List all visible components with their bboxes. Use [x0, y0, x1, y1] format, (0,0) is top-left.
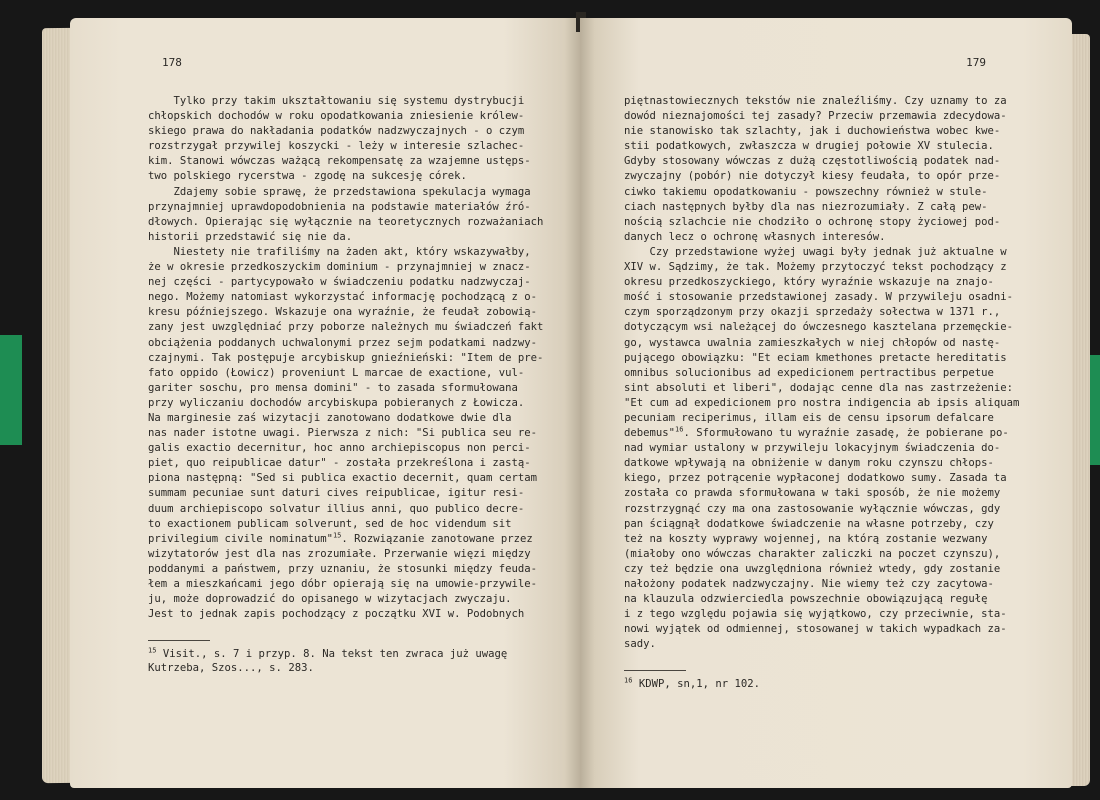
text-line	[148, 381, 543, 396]
line-text: też na koszty wyprawy wojennej, na którą zostanie wezwany	[624, 532, 988, 545]
text-line	[624, 637, 1032, 652]
footnote-text: Kutrzeba, Szos..., s. 283.	[148, 662, 314, 675]
text-line	[624, 562, 1032, 577]
line-text: datkowe wpływają na obniżenie w danym roku czynszu chłops-	[624, 457, 994, 470]
text-line	[148, 169, 543, 184]
text-line	[624, 456, 1032, 471]
line-text: to exactionem publicam solverunt, sed de hoc videndum sit	[148, 517, 512, 530]
text-line	[624, 290, 1032, 305]
line-text: kresu późniejszego. Wskazuje ona wyraźnie, że feudał zobowią-	[148, 306, 538, 319]
text-line	[624, 532, 1032, 547]
text-line	[624, 305, 1032, 320]
text-line	[148, 290, 543, 305]
line-text: piona następną: "Sed si publica exactio decernit, quam certam	[148, 472, 538, 485]
line-text: Gdyby stosowany wówczas z dużą częstotliwością podatek nad-	[624, 155, 1001, 168]
line-text: mość i stosowanie przedstawionej zasady. W przywileju osadni-	[624, 291, 1014, 304]
right-page	[580, 18, 1072, 788]
text-line	[148, 607, 543, 622]
line-text: czym sporządzonym przy okazji sprzedaży sołectwa w 1371 r.,	[624, 306, 1001, 319]
text-line	[624, 185, 1032, 200]
text-line	[148, 336, 543, 351]
footnote-text: KDWP, sn,1, nr 102.	[632, 678, 760, 691]
line-text: skiego prawa do nakładania podatków nadzwyczajnych - o czym	[148, 125, 525, 138]
line-text: fato oppido (Łowicz) proveniunt L marcae de exactione, vul-	[148, 366, 525, 379]
open-book	[42, 18, 1090, 788]
footnote-line	[624, 677, 1072, 691]
line-text: nałożony podatek nadzwyczajny. Nie wiemy też czy zacytowa-	[624, 578, 994, 590]
text-line	[624, 169, 1032, 184]
line-text: przynajmniej uprawdopodobnienia na podstawie materiałów źró-	[148, 200, 531, 213]
line-text: na klauzula odzwierciedla powszechnie obowiązującą regułę	[624, 593, 988, 606]
text-line	[624, 124, 1032, 139]
footnote-line	[148, 647, 580, 661]
line-text: poddanymi a państwem, przy uznaniu, że stosunki między feuda-	[148, 562, 538, 575]
line-text: Czy przedstawione wyżej uwagi były jednak już aktualne w	[624, 245, 1007, 258]
line-text: galis exactio decernitur, hoc anno archiepiscopus non perci-	[148, 442, 531, 455]
line-text: summam pecuniae sunt daturi cives reipublicae, igitur resi-	[148, 487, 525, 500]
text-line	[148, 245, 543, 260]
text-line	[148, 139, 543, 154]
footnote-line	[148, 661, 580, 675]
line-text: pan ściągnął dodatkowe świadczenie na własne potrzeby, czy	[624, 517, 994, 530]
text-line	[624, 215, 1032, 230]
text-line	[148, 154, 543, 169]
line-text: XIV w. Sądzimy, że tak. Możemy przytoczyć tekst pochodzący z	[624, 261, 1007, 274]
line-text: privilegium civile nominatum"	[148, 532, 333, 545]
text-line	[148, 200, 543, 215]
text-line	[148, 486, 543, 501]
text-line	[148, 94, 543, 109]
text-line	[624, 411, 1032, 426]
line-text: okresu przedkoszyckiego, który wyraźnie wskazuje na znajo-	[624, 276, 994, 289]
text-line	[148, 366, 543, 381]
line-text: została co prawda sformułowana w taki sposób, że nie możemy	[624, 487, 1001, 500]
text-line	[148, 592, 543, 607]
line-text: rozstrzygnąć czy ma ona zastosowanie wyłącznie wówczas, gdy	[624, 502, 1001, 515]
footnote-reference: 16	[675, 426, 684, 434]
left-page	[70, 18, 580, 788]
line-text: piet, quo reipublicae datur" - została przekreślona i zastą-	[148, 457, 531, 470]
line-text: rozstrzygał przywilej koszycki - leży w interesie szlachec-	[148, 140, 525, 153]
text-line	[624, 622, 1032, 637]
text-line	[624, 441, 1032, 456]
text-line	[624, 200, 1032, 215]
page-number-left: 178	[162, 56, 182, 69]
line-text: "Et cum ad expedicionem pro nostra indigencia ab ipsis aliquam	[624, 396, 1020, 409]
text-line	[624, 577, 1032, 592]
line-text: nowi wyjątek od odmiennej, stosowanej w takich wypadkach za-	[624, 623, 1007, 636]
line-text: nad wymiar ustalony w przywileju lokacyjnym świadczenia do-	[624, 442, 1001, 455]
footnote-rule-right	[624, 670, 686, 671]
text-line	[624, 351, 1032, 366]
text-line	[624, 94, 1032, 109]
text-line	[148, 426, 543, 441]
line-text: chłopskich dochodów w roku opodatkowania zniesienie królew-	[148, 110, 525, 123]
line-text: nie stanowisko tak szlachty, jak i duchowieństwa wobec kwe-	[624, 125, 1001, 138]
line-text: gariter soschu, pro mensa domini" - to zasada sformułowana	[148, 381, 518, 394]
line-text: czy też będzie ona uwzględniona również wtedy, gdy zostanie	[624, 562, 1001, 575]
text-line	[148, 185, 543, 200]
line-text-continued: . Rozwiązanie zanotowane przez	[341, 532, 533, 545]
footnote-text: Visit., s. 7 i przyp. 8. Na tekst ten zwraca już uwagę	[156, 648, 508, 661]
text-line	[148, 351, 543, 366]
line-text-continued: . Sformułowano tu wyraźnie zasadę, że pobierane po-	[683, 427, 1009, 440]
text-line	[624, 109, 1032, 124]
text-line	[624, 502, 1032, 517]
line-text: ciach następnych byłby dla nas niezrozumiały. Z całą pew-	[624, 200, 988, 213]
text-line	[148, 562, 543, 577]
line-text: Na marginesie zaś wizytacji zanotowano dodatkowe dwie dla	[148, 411, 512, 424]
text-line	[148, 532, 543, 547]
text-line	[148, 230, 543, 245]
line-text: piętnastowiecznych tekstów nie znaleźliśmy. Czy uznamy to za	[624, 95, 1007, 107]
text-line	[148, 215, 543, 230]
line-text: pującego obowiązku: "Et eciam kmethones pretacte hereditatis	[624, 351, 1007, 364]
footnote-reference: 15	[332, 531, 342, 540]
line-text: pecuniam reciperimus, illam eis de censu ipsorum defalcare	[624, 411, 994, 424]
text-line	[148, 124, 543, 139]
text-line	[624, 381, 1032, 396]
page-number-right: 179	[966, 56, 986, 69]
line-text: historii przedstawić się nie da.	[148, 230, 353, 243]
text-line	[624, 230, 1032, 245]
text-line	[148, 441, 543, 456]
text-line	[148, 320, 543, 335]
line-text: two polskiego rycerstwa - zgodę na sukcesję córek.	[148, 170, 467, 183]
line-text: ju, może doprowadzić do opisanego w wizytacjach zwyczaju.	[148, 593, 512, 606]
text-line	[624, 517, 1032, 532]
text-line	[624, 260, 1032, 275]
line-text: łem a mieszkańcami jego dóbr opierają się na umowie-przywile-	[148, 578, 538, 590]
line-text: nej części - partycypowało w świadczeniu podatku nadzwyczaj-	[148, 276, 531, 289]
text-line	[148, 411, 543, 426]
text-line	[148, 305, 543, 320]
text-line	[148, 396, 543, 411]
line-text: Jest to jednak zapis pochodzący z początku XVI w. Podobnych	[148, 608, 525, 621]
footnote-rule-left	[148, 640, 210, 641]
text-line	[148, 456, 543, 471]
text-line	[624, 320, 1032, 335]
footnote-left	[148, 647, 580, 675]
footnote-marker: 16	[624, 677, 633, 685]
green-marker-left	[0, 335, 22, 445]
line-text: obciążenia poddanych uchwalonymi przez sejm podatkami nadzwy-	[148, 336, 538, 349]
line-text: dotyczącym wsi należącej do ówczesnego kasztelana przemęckie-	[624, 321, 1014, 334]
text-line	[148, 517, 543, 532]
text-line	[624, 607, 1032, 622]
line-text: sint absoluti et liberi", dodając cenne dla nas zastrzeżenie:	[624, 381, 1014, 394]
text-line	[624, 396, 1032, 411]
text-line	[624, 547, 1032, 562]
line-text: dłowych. Opierając się wyłącznie na teoretycznych rozważaniach	[148, 215, 543, 228]
text-line	[148, 275, 543, 290]
line-text: Zdajemy sobie sprawę, że przedstawiona spekulacja wymaga	[148, 185, 531, 198]
text-line	[624, 486, 1032, 501]
left-page-body	[148, 94, 543, 622]
line-text: czajnymi. Tak postępuje arcybiskup gnieźnieński: "Item de pre-	[148, 351, 543, 364]
text-line	[624, 592, 1032, 607]
text-line	[624, 366, 1032, 381]
line-text: kim. Stanowi wówczas ważącą rekompensatę za wzajemne ustęps-	[148, 155, 531, 168]
text-line	[624, 471, 1032, 486]
line-text: że w okresie przedkoszyckim dominium - przynajmniej w znacz-	[148, 261, 531, 274]
text-line	[624, 154, 1032, 169]
page-edges-left	[42, 28, 72, 783]
text-line	[148, 471, 543, 486]
line-text: wizytatorów jest dla nas zrozumiałe. Przerwanie więzi między	[148, 547, 531, 560]
line-text: omnibus solucionibus ad expedicionem pertractibus perpetue	[624, 366, 994, 379]
footnote-marker: 15	[148, 647, 157, 655]
line-text: debemus"	[624, 427, 676, 440]
text-line	[624, 245, 1032, 260]
line-text: (miałoby ono wówczas charakter zaliczki na poczet czynszu),	[624, 547, 1001, 560]
text-line	[624, 139, 1032, 154]
right-page-body	[624, 94, 1032, 652]
line-text: przy wyliczaniu dochodów arcybiskupa pobieranych z Łowicza.	[148, 396, 525, 409]
line-text: sady.	[624, 638, 656, 651]
line-text: nego. Możemy natomiast wykorzystać informację pochodzącą z o-	[148, 291, 538, 304]
text-line	[148, 260, 543, 275]
line-text: dowód nieznajomości tej zasady? Przeciw przemawia zdecydowa-	[624, 110, 1007, 123]
line-text: duum archiepiscopo solvatur illius anni, quo publico decre-	[148, 502, 525, 515]
line-text: Niestety nie trafiliśmy na żaden akt, który wskazywałby,	[148, 245, 531, 258]
line-text: kiego, przez potrącenie wypłaconej dodatkowo sumy. Zasada ta	[624, 472, 1007, 485]
text-line	[148, 502, 543, 517]
line-text: nością szlachcie nie chodziło o ochronę stopy życiowej pod-	[624, 215, 1001, 228]
line-text: nas nader istotne uwagi. Pierwsza z nich: "Si publica seu re-	[148, 427, 538, 440]
line-text: i z tego względu pojawia się wyjątkowo, czy przeciwnie, sta-	[624, 608, 1007, 621]
line-text: zwyczajny (pobór) nie dotyczył kiesy feudała, to opór prze-	[624, 170, 1001, 183]
text-line	[624, 336, 1032, 351]
line-text: ciwko takiemu opodatkowaniu - powszechny również w stule-	[624, 185, 988, 198]
line-text: zany jest uwzględniać przy poborze należnych mu świadczeń fakt	[148, 321, 543, 334]
line-text: stii podatkowych, zwłaszcza w drugiej połowie XV stulecia.	[624, 140, 994, 153]
footnote-right	[624, 677, 1072, 691]
line-text: danych lecz o ochronę własnych interesów.	[624, 230, 886, 243]
text-line	[624, 426, 1032, 441]
text-line	[148, 577, 543, 592]
line-text: Tylko przy takim ukształtowaniu się systemu dystrybucji	[148, 95, 525, 107]
line-text: go, wystawca uwalnia zamieszkałych w niej chłopów od nastę-	[624, 336, 1001, 349]
text-line	[148, 109, 543, 124]
text-line	[624, 275, 1032, 290]
text-line	[148, 547, 543, 562]
